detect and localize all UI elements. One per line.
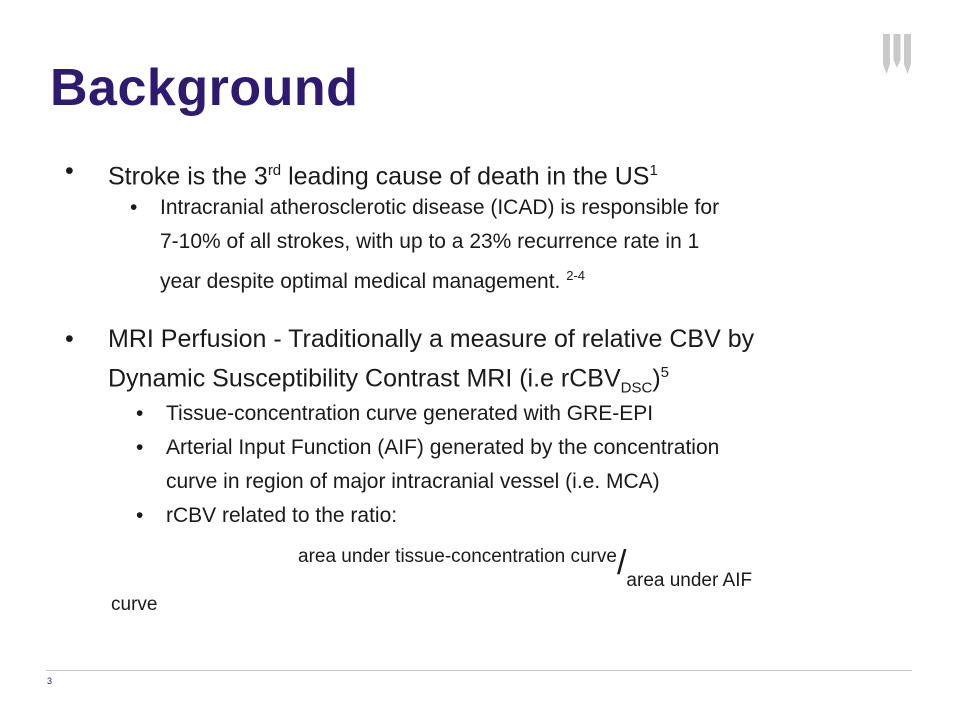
sub-bullet-icad: • Intracranial atherosclerotic disease (ICAD) is responsible for 7-10% of all strokes, with up to a 23% recurrence rate in 1 year despite optimal medical management. $^{2-4}$ (160, 191, 950, 299)
sub-bullet-rcbv-ratio: • rCBV related to the ratio: (166, 499, 956, 533)
university-m-logo-icon (883, 34, 911, 74)
bullet-dot: • (65, 157, 74, 185)
page-number: 3 (47, 676, 53, 686)
sub-bullet-dot: • (136, 402, 144, 425)
page-title: Background (50, 59, 359, 117)
sub-bullet-tissue-curve: • Tissue-concentration curve generated with GRE-EPI (166, 397, 956, 431)
sub-bullet-dot: • (130, 196, 138, 219)
ratio-numerator: area under tissue-concentration curve (298, 546, 617, 567)
sub-bullet-dot: • (136, 504, 144, 527)
sub-bullet-aif: • Arterial Input Function (AIF) generated by the concentration curve in region of major intracranial vessel (i.e. MCA) (166, 431, 956, 499)
bullet-mri-perfusion: • MRI Perfusion - Traditionally a measure of relative CBV by Dynamic Susceptibility Contrast MRI (i.e rCBV$_{DSC}$)$^5$ (108, 322, 938, 405)
ratio-tail: curve (111, 594, 158, 615)
footer-divider (46, 670, 912, 671)
ratio-denominator: area under AIF (626, 570, 753, 591)
ratio-slash: / (616, 544, 627, 582)
bullet-dot: • (65, 325, 74, 353)
ratio-formula (298, 537, 753, 591)
bullet-stroke: • Stroke is the 3rd leading cause of death in the $US^1$ (108, 154, 938, 193)
sub-bullet-dot: • (136, 436, 144, 459)
